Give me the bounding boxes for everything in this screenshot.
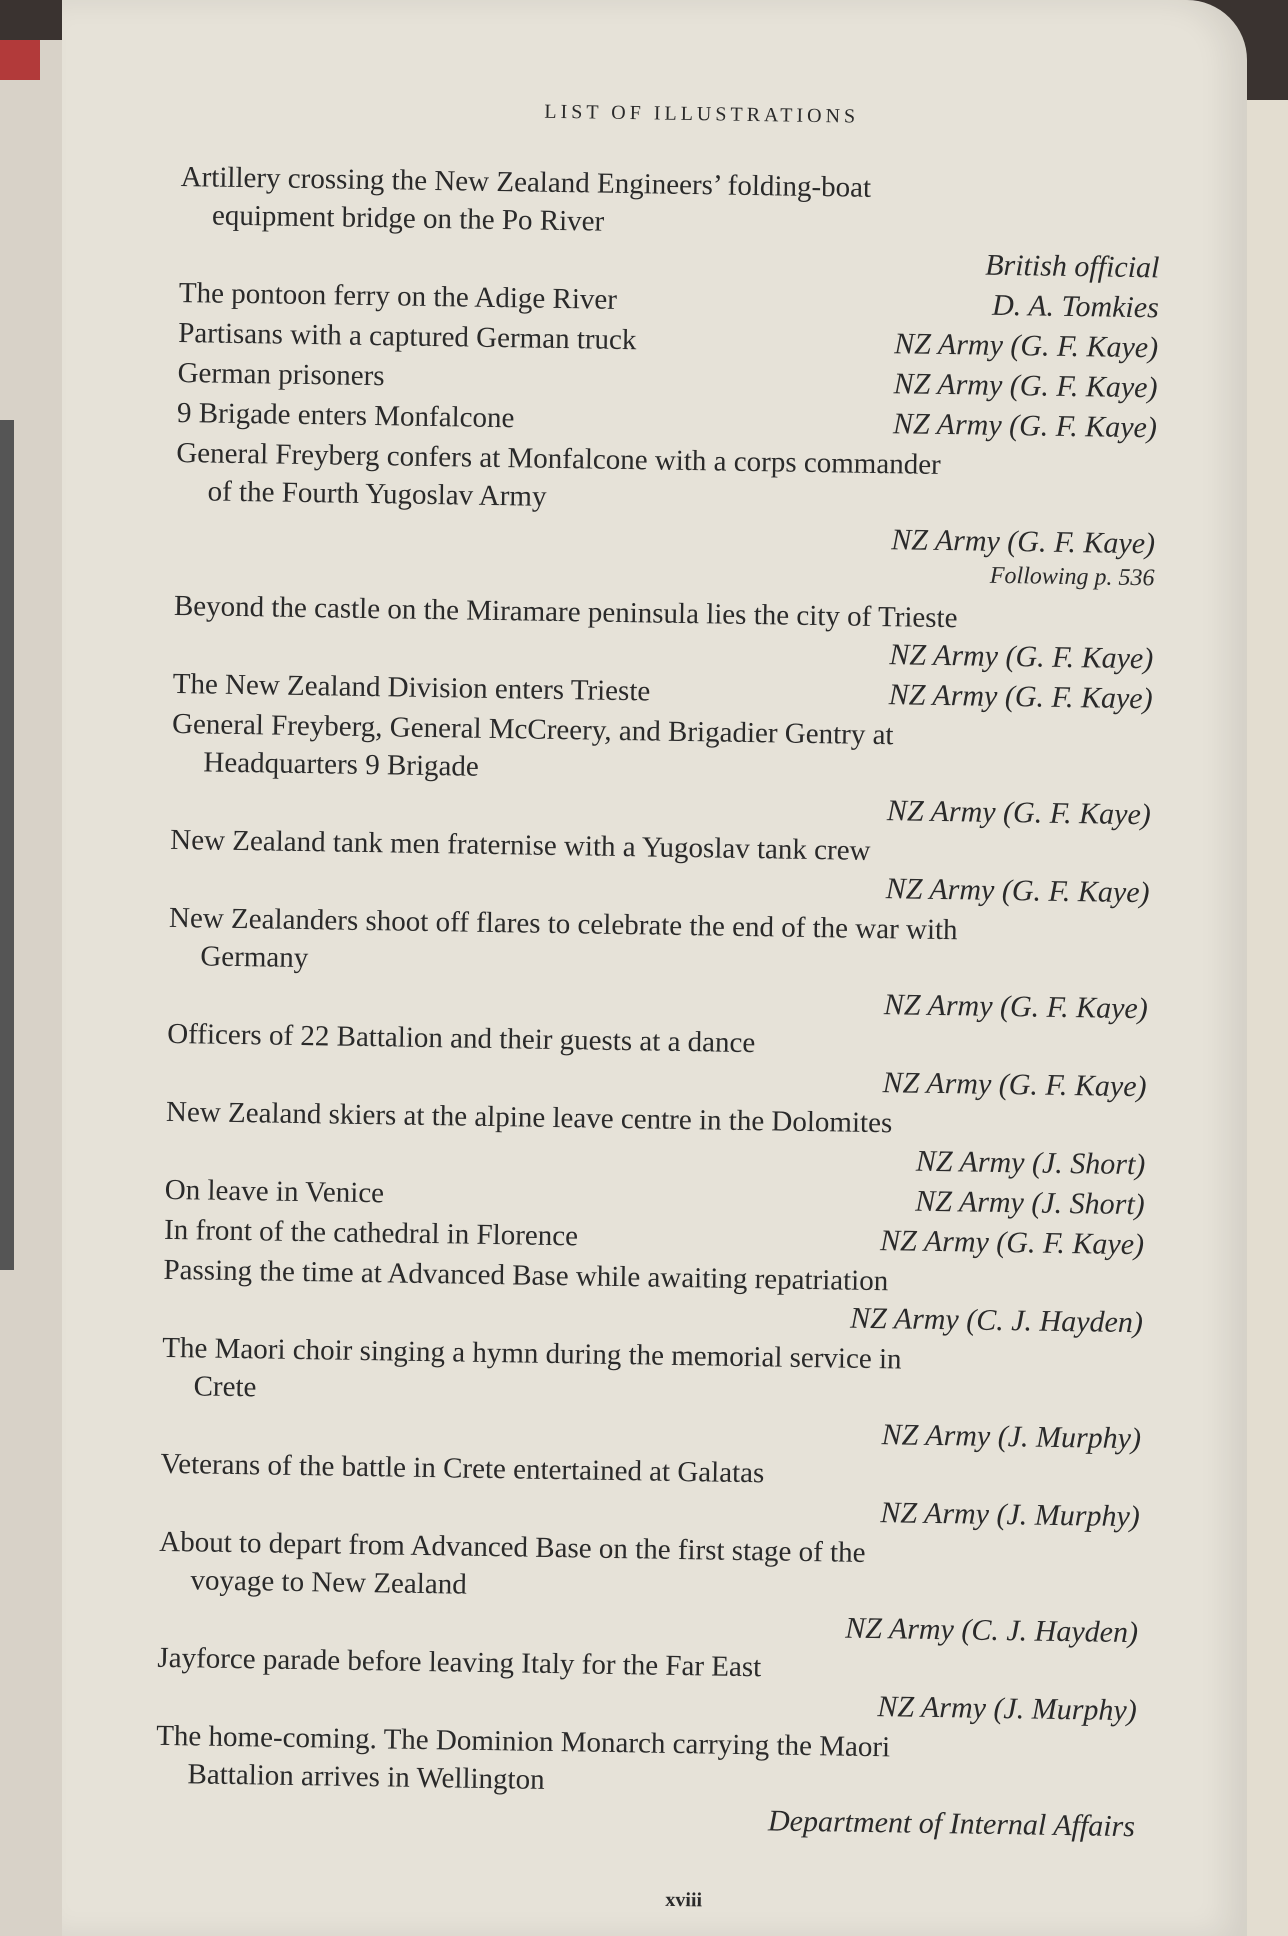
book-cover-edge xyxy=(0,40,40,80)
illustration-entry xyxy=(175,434,1177,564)
illustration-caption: The pontoon ferry on the Adige River xyxy=(178,276,618,316)
illustration-entry xyxy=(157,1639,1158,1731)
adjacent-page-photo xyxy=(0,420,14,1270)
illustration-caption: On leave in Venice xyxy=(164,1173,385,1210)
illustration-entry xyxy=(166,1015,1167,1107)
illustration-caption: German prisoners xyxy=(177,356,385,393)
photo-credit: NZ Army (G. F. Kaye) xyxy=(888,678,1153,716)
illustration-caption: Jayforce parade before leaving Italy for the Far East xyxy=(157,1641,762,1684)
photo-credit: NZ Army (J. Murphy) xyxy=(880,1496,1141,1534)
illustration-caption: The Maori choir singing a hymn during the memorial service in Crete xyxy=(162,1331,902,1404)
illustration-caption: The home-coming. The Dominion Monarch carrying the Maori Battalion arrives in Wellington xyxy=(155,1719,891,1796)
illustration-entry xyxy=(179,158,1181,288)
photo-credit: Department of Internal Affairs xyxy=(767,1804,1136,1844)
illustration-entry xyxy=(160,1445,1161,1537)
following-page-note: Following p. 536 xyxy=(989,562,1155,592)
illustration-entry xyxy=(165,1093,1166,1185)
illustration-caption: Partisans with a captured German truck xyxy=(178,316,637,357)
illustration-entry xyxy=(163,1251,1164,1343)
photo-credit: NZ Army (J. Murphy) xyxy=(877,1690,1137,1728)
illustration-caption: General Freyberg, General McCreery, and Brigadier Gentry at Headquarters 9 Brigade xyxy=(171,707,894,783)
illustration-entry xyxy=(158,1523,1160,1653)
book-page xyxy=(62,0,1247,1936)
photo-credit: NZ Army (J. Short) xyxy=(915,1184,1145,1222)
photo-credit: NZ Army (G. F. Kaye) xyxy=(879,1224,1145,1262)
illustration-caption: New Zealand tank men fraternise with a Yugoslav tank crew xyxy=(170,823,871,867)
illustration-entry xyxy=(169,821,1170,913)
photo-credit: NZ Army (C. J. Hayden) xyxy=(849,1301,1144,1340)
page-content xyxy=(154,95,1182,1919)
photo-credit: NZ Army (G. F. Kaye) xyxy=(893,367,1158,405)
photo-credit: NZ Army (G. F. Kaye) xyxy=(883,988,1149,1026)
illustration-caption: General Freyberg confers at Monfalcone with a corps commander of the Fourth Yugoslav Army xyxy=(176,436,941,513)
running-header: LIST OF ILLUSTRATIONS xyxy=(544,100,860,128)
illustration-caption: Veterans of the battle in Crete entertained at Galatas xyxy=(160,1447,765,1490)
illustration-caption: New Zealand skiers at the alpine leave centre in the Dolomites xyxy=(165,1095,893,1140)
illustration-list-continued xyxy=(155,587,1174,1847)
illustration-entry xyxy=(161,1329,1163,1459)
photo-credit: NZ Army (J. Murphy) xyxy=(881,1418,1142,1456)
illustration-list xyxy=(175,158,1181,564)
illustration-caption: Passing the time at Advanced Base while awaiting repatriation xyxy=(163,1253,889,1298)
photo-credit: NZ Army (G. F. Kaye) xyxy=(890,523,1156,561)
illustration-caption: About to depart from Advanced Base on the first stage of the voyage to New Zealand xyxy=(159,1525,866,1601)
illustration-caption: In front of the cathedral in Florence xyxy=(163,1213,579,1253)
illustration-caption: The New Zealand Division enters Trieste xyxy=(172,667,651,708)
photo-credit: NZ Army (G. F. Kaye) xyxy=(885,872,1150,910)
illustration-entry xyxy=(168,899,1170,1029)
illustration-entry xyxy=(173,587,1174,679)
photo-credit: NZ Army (G. F. Kaye) xyxy=(886,794,1152,832)
photo-credit: NZ Army (J. Short) xyxy=(915,1144,1146,1182)
photo-credit: D. A. Tomkies xyxy=(991,288,1160,325)
illustration-entry xyxy=(171,705,1173,835)
photo-credit: British official xyxy=(984,248,1160,285)
photo-credit: NZ Army (C. J. Hayden) xyxy=(845,1611,1139,1650)
illustration-caption: New Zealanders shoot off flares to celebrate the end of the war with Germany xyxy=(168,901,958,975)
photo-credit: NZ Army (G. F. Kaye) xyxy=(892,407,1158,445)
photo-credit: NZ Army (G. F. Kaye) xyxy=(894,327,1159,365)
page-number: xviii xyxy=(665,1888,703,1912)
illustration-caption: 9 Brigade enters Monfalcone xyxy=(176,396,515,435)
illustration-caption: Officers of 22 Battalion and their guests at a dance xyxy=(166,1017,756,1060)
photo-credit: NZ Army (G. F. Kaye) xyxy=(889,638,1154,676)
photo-credit: NZ Army (G. F. Kaye) xyxy=(882,1066,1147,1104)
illustration-caption: Artillery crossing the New Zealand Engineers’ folding-boat equipment bridge on the Po River xyxy=(180,160,872,238)
illustration-entry xyxy=(155,1717,1157,1847)
illustration-caption: Beyond the castle on the Miramare peninsula lies the city of Trieste xyxy=(173,589,958,635)
